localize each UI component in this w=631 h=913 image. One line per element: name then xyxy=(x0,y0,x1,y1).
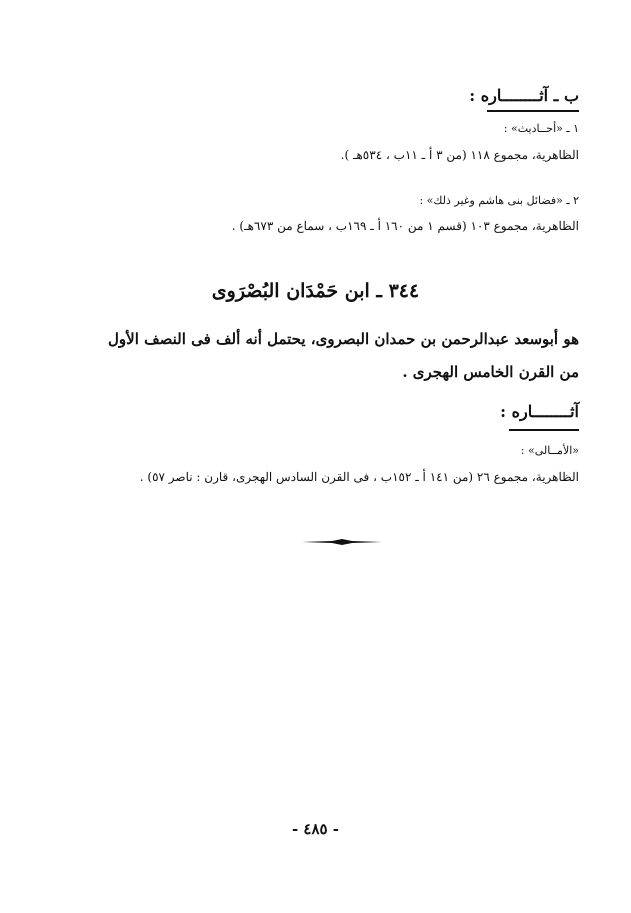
entry-bio-line-1: هو أبوسعد عبدالرحمن بن حمدان البصروى، يحتمل أنه ألف فى النصف الأول xyxy=(108,330,579,348)
section-heading-underline xyxy=(487,110,579,112)
work-title-1: ١ ـ «أحــاديث» : xyxy=(503,122,579,135)
entry-work-detail-1: الظاهرية، مجموع ٢٦ (من ١٤١ أ ـ ١٥٢ب ، فى القرن السادس الهجرى، قارن : ناصر ٥٧) . xyxy=(139,470,579,484)
entry-works-heading: آثــــــــاره : xyxy=(500,402,579,421)
work-detail-2: الظاهرية، مجموع ١٠٣ (قسم ١ من ١٦٠ أ ـ ١٦٩ب ، سماع من ٦٧٣هـ) . xyxy=(231,219,579,233)
page-number: - ٤٨٥ - xyxy=(291,820,340,838)
work-detail-1: الظاهرية، مجموع ١١٨ (من ٣ أ ـ ١١ب ، ٥٣٤هـ ). xyxy=(340,148,579,162)
entry-bio-line-2: من القرن الخامس الهجرى . xyxy=(402,363,579,381)
section-end-ornament xyxy=(302,539,382,545)
work-title-2: ٢ ـ «فضائل بنى هاشم وغير ذلك» : xyxy=(419,194,579,207)
entry-work-title-1: «الأمــالى» : xyxy=(520,444,579,457)
section-heading-works-b: ب ـ آثــــــــاره : xyxy=(469,86,579,105)
entry-works-underline xyxy=(509,429,579,431)
entry-title: ٣٤٤ ـ ابن حَمْدَان البُصْرَوى xyxy=(211,280,420,302)
